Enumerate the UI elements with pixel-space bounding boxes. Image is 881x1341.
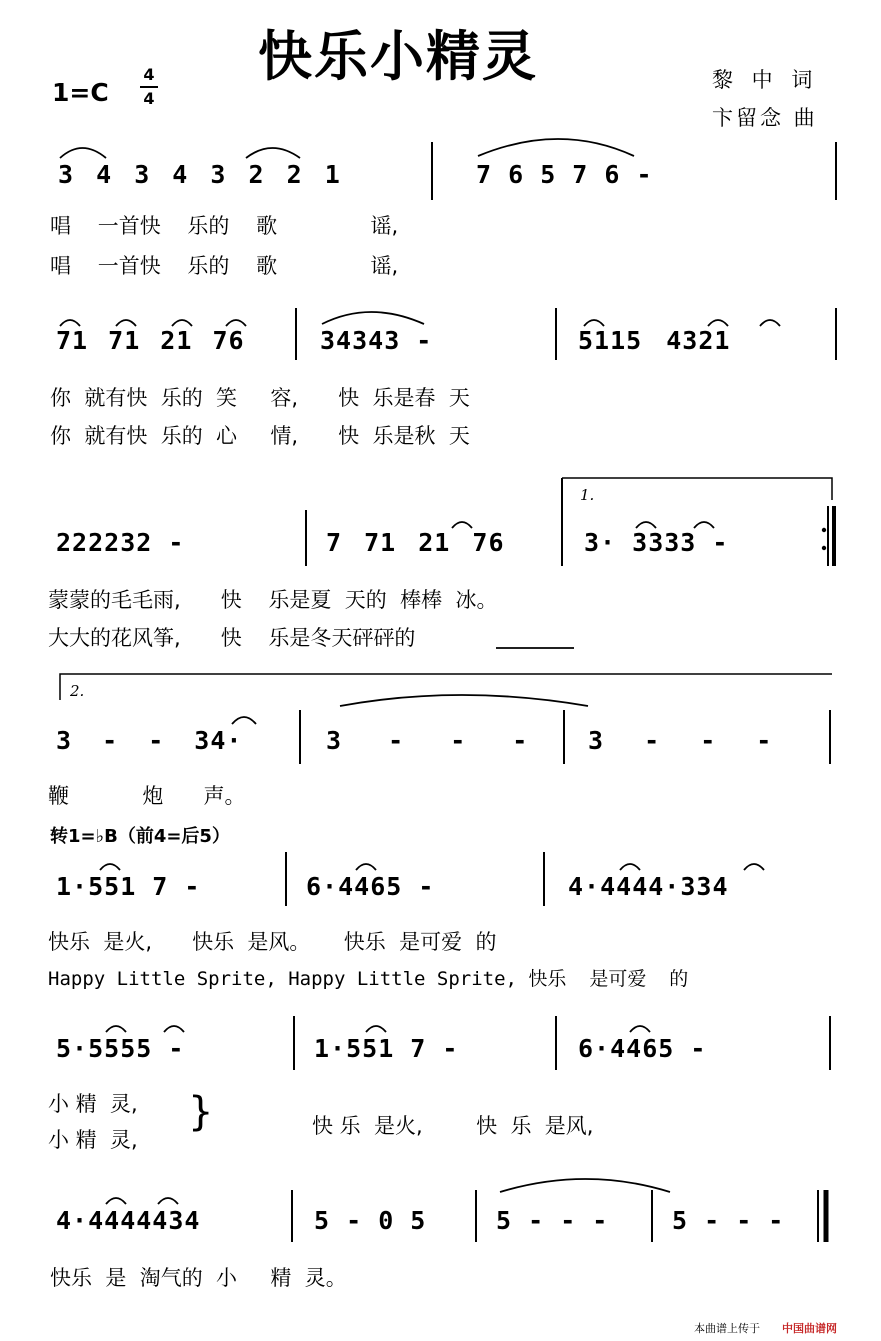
row5-measure1-notes: 1·551 7 - bbox=[56, 872, 201, 901]
slur bbox=[60, 320, 80, 326]
row4-measure1-notes: 3 - - 34· bbox=[56, 726, 243, 755]
row5-measure3-notes: 4·4444·334 bbox=[568, 872, 729, 901]
slur bbox=[500, 1179, 670, 1192]
row5-measure2-notes: 6·4465 - bbox=[306, 872, 435, 901]
brace: } bbox=[188, 1089, 214, 1135]
row6-measure2-notes: 1·551 7 - bbox=[314, 1034, 459, 1063]
first-ending-bracket bbox=[562, 478, 832, 500]
row4-measure2-notes: 3 - - - bbox=[326, 726, 529, 755]
slur bbox=[164, 1026, 184, 1032]
slur bbox=[636, 522, 656, 528]
slur bbox=[630, 1026, 650, 1032]
row3-measure2-notes: 7 71 21 76 bbox=[326, 528, 505, 557]
footer-text: 本曲谱上传于 bbox=[694, 1322, 760, 1335]
slur bbox=[100, 864, 120, 870]
repeat-dot bbox=[822, 546, 826, 550]
slur bbox=[106, 1198, 126, 1204]
row6-lyrics1: 小 精 灵, bbox=[48, 1092, 138, 1116]
row7-measure2-notes: 5 - 0 5 bbox=[314, 1206, 427, 1235]
slur bbox=[356, 864, 376, 870]
row1-lyrics1: 唱 一首快 乐的 歌 谣, bbox=[50, 214, 399, 238]
lyricist-credit: 黎 中 词 bbox=[712, 68, 819, 92]
key-signature: 1=C bbox=[52, 78, 109, 107]
slur bbox=[232, 717, 256, 724]
row6-measure1-notes: 5·5555 - bbox=[56, 1034, 185, 1063]
slur bbox=[452, 522, 472, 528]
second-ending-bracket bbox=[60, 674, 832, 700]
modulation-label: 转1=♭B（前4=后5） bbox=[50, 826, 230, 847]
slur bbox=[322, 312, 424, 324]
row2-measure3-notes: 5115 4321 bbox=[578, 326, 731, 355]
row2-lyrics1: 你 就有快 乐的 笑 容, 快 乐是春 天 bbox=[50, 386, 470, 410]
row6-lyrics3: 快 乐 是火, 快 乐 是风, bbox=[312, 1114, 594, 1138]
composer-credit: 卞留念 曲 bbox=[712, 106, 818, 130]
slur bbox=[366, 1026, 386, 1032]
slur bbox=[708, 320, 728, 326]
row7-measure4-notes: 5 - - - bbox=[672, 1206, 785, 1235]
slur bbox=[760, 320, 780, 326]
row6-lyrics2: 小 精 灵, bbox=[48, 1128, 138, 1152]
slur bbox=[158, 1198, 178, 1204]
time-signature-top: 4 bbox=[143, 65, 155, 84]
slur bbox=[226, 320, 246, 326]
site-logo[interactable]: 中国曲谱网 bbox=[782, 1322, 837, 1335]
row3-measure1-notes: 222232 - bbox=[56, 528, 185, 557]
row1-measure2-notes: 7 6 5 7 6 - bbox=[476, 160, 653, 189]
slur bbox=[478, 139, 634, 156]
repeat-dot bbox=[822, 528, 826, 532]
slur bbox=[172, 320, 192, 326]
slur bbox=[116, 320, 136, 326]
slur bbox=[340, 695, 588, 706]
row4-measure3-notes: 3 - - - bbox=[588, 726, 773, 755]
slur bbox=[106, 1026, 126, 1032]
slur bbox=[246, 148, 300, 158]
row3-lyrics2: 大大的花风筝, 快 乐是冬天砰砰的 bbox=[48, 626, 416, 650]
row6-measure3-notes: 6·4465 - bbox=[578, 1034, 707, 1063]
row5-lyrics2: Happy Little Sprite, Happy Little Sprite, 快乐 是可爱 的 bbox=[48, 968, 689, 990]
row2-lyrics2: 你 就有快 乐的 心 情, 快 乐是秋 天 bbox=[50, 424, 470, 448]
row2-measure1-notes: 71 71 21 76 bbox=[56, 326, 245, 355]
row1-lyrics2: 唱 一首快 乐的 歌 谣, bbox=[50, 254, 399, 278]
slur bbox=[584, 320, 604, 326]
slur bbox=[744, 864, 764, 870]
slur bbox=[620, 864, 640, 870]
row7-measure3-notes: 5 - - - bbox=[496, 1206, 609, 1235]
time-signature-bottom: 4 bbox=[143, 89, 155, 108]
row1-measure1-notes: 3 4 3 4 3 2 2 1 bbox=[58, 160, 341, 189]
row3-lyrics1: 蒙蒙的毛毛雨, 快 乐是夏 天的 棒棒 冰。 bbox=[48, 588, 498, 612]
row7-lyrics: 快乐 是 淘气的 小 精 灵。 bbox=[50, 1266, 347, 1290]
row5-lyrics1: 快乐 是火, 快乐 是风。 快乐 是可爱 的 bbox=[48, 930, 497, 954]
row3-measure3-notes: 3· 3333 - bbox=[584, 528, 729, 557]
song-title: 快乐小精灵 bbox=[258, 25, 538, 88]
slur bbox=[694, 522, 714, 528]
row2-measure2-notes: 34343 - bbox=[320, 326, 433, 355]
row4-lyrics: 鞭 炮 声。 bbox=[48, 784, 246, 808]
row7-measure1-notes: 4·4444434 bbox=[56, 1206, 201, 1235]
slur bbox=[60, 148, 106, 158]
second-ending-label: 2. bbox=[70, 682, 85, 700]
first-ending-label: 1. bbox=[580, 486, 595, 504]
